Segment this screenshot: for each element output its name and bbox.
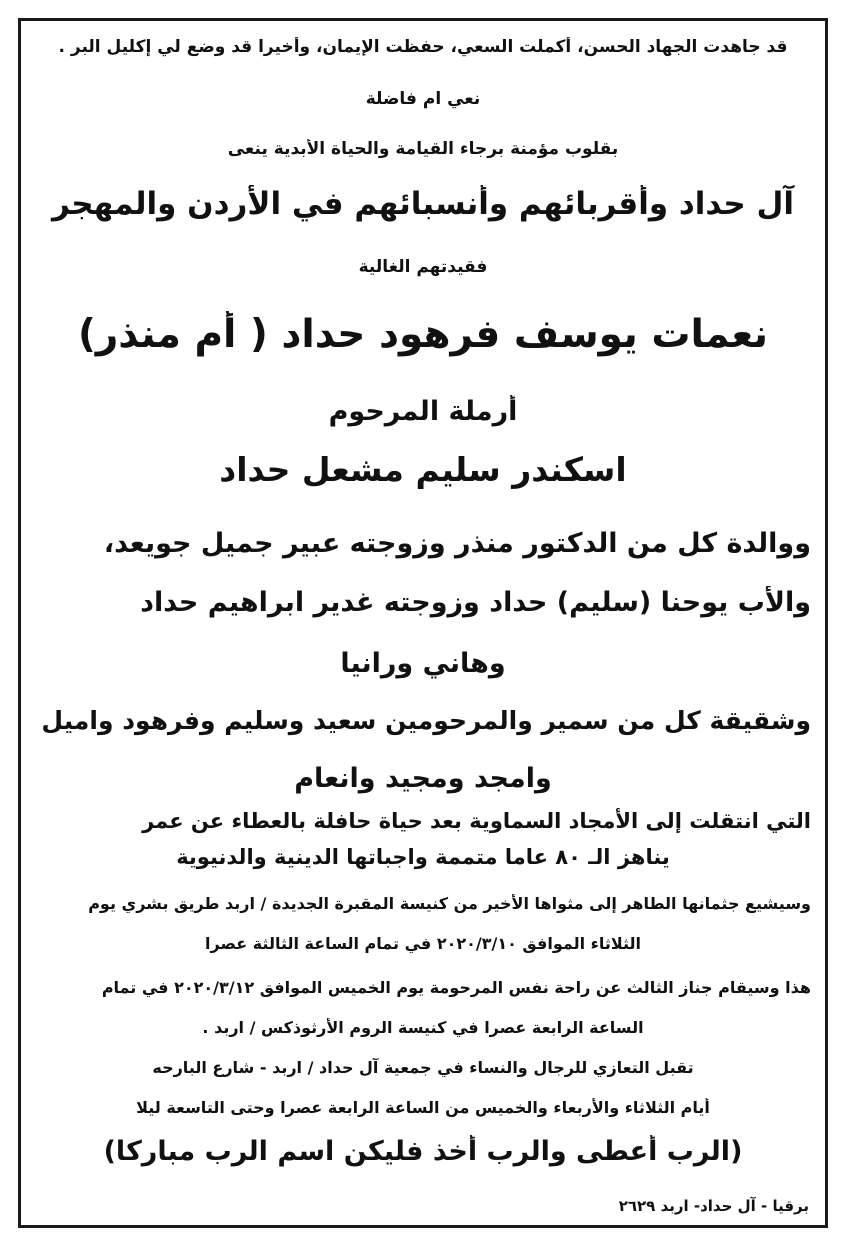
funeral-line-1: وسيشيع جثمانها الطاهر إلى مثواها الأخير من كنيسة المقبرة الجديدة / اربد طريق بشري يوم [88,894,811,913]
condolences-line-2: أيام الثلاثاء والأربعاء والخميس من الساعة الرابعة عصرا وحتى التاسعة ليلا [136,1098,710,1117]
passing-line-2: يناهز الـ ٨٠ عاما متممة واجباتها الدينية والدنيوية [176,845,670,869]
deceased-name: نعمات يوسف فرهود حداد ( أم منذر) [78,312,768,357]
intro-line: بقلوب مؤمنة برجاء القيامة والحياة الأبدية ينعى [227,139,619,159]
memorial-line-2: الساعة الرابعة عصرا في كنيسة الروم الأرثوذكس / اربد . [202,1018,644,1037]
children-line-1: ووالدة كل من الدكتور منذر وزوجته عبير جميل جويعد، [103,528,811,559]
funeral-line-2: الثلاثاء الموافق ٢٠٢٠/٣/١٠ في تمام الساعة الثالثة عصرا [205,934,641,953]
obituary-notice [18,18,828,1228]
widow-of-line: أرملة المرحوم [328,396,518,427]
family-heading: آل حداد وأقربائهم وأنسبائهم في الأردن والمهجر [51,186,795,222]
condolences-line-1: تقبل التعازي للرجال والنساء في جمعية آل حداد / اربد - شارع البارحه [152,1058,694,1077]
memorial-line-1: هذا وسيقام جناز الثالث عن راحة نفس المرحومة يوم الخميس الموافق ٢٠٢٠/٣/١٢ في تمام [101,978,811,997]
passing-line-1: التي انتقلت إلى الأمجاد السماوية بعد حياة حافلة بالعطاء عن عمر [142,809,811,833]
children-line-3: وهاني ورانيا [340,648,506,679]
closing-verse: (الرب أعطى والرب أخذ فليكن اسم الرب مباركا) [103,1136,743,1167]
notice-title: نعي ام فاضلة [365,89,481,109]
siblings-line-2: وامجد ومجيد وانعام [294,763,552,794]
beloved-line: فقيدتهم الغالية [358,257,488,277]
children-line-2: والأب يوحنا (سليم) حداد وزوجته غدير ابراهيم حداد [140,587,811,618]
siblings-line-1: وشقيقة كل من سمير والمرحومين سعيد وسليم وفرهود واميل [41,706,811,735]
husband-name: اسكندر سليم مشعل حداد [219,450,627,489]
signature: برقيا - آل حداد- اربد ٢٦٢٩ [618,1197,809,1215]
opening-verse: قد جاهدت الجهاد الحسن، أكملت السعي، حفظت الإيمان، وأخيرا قد وضع لي إكليل البر . [58,37,788,57]
